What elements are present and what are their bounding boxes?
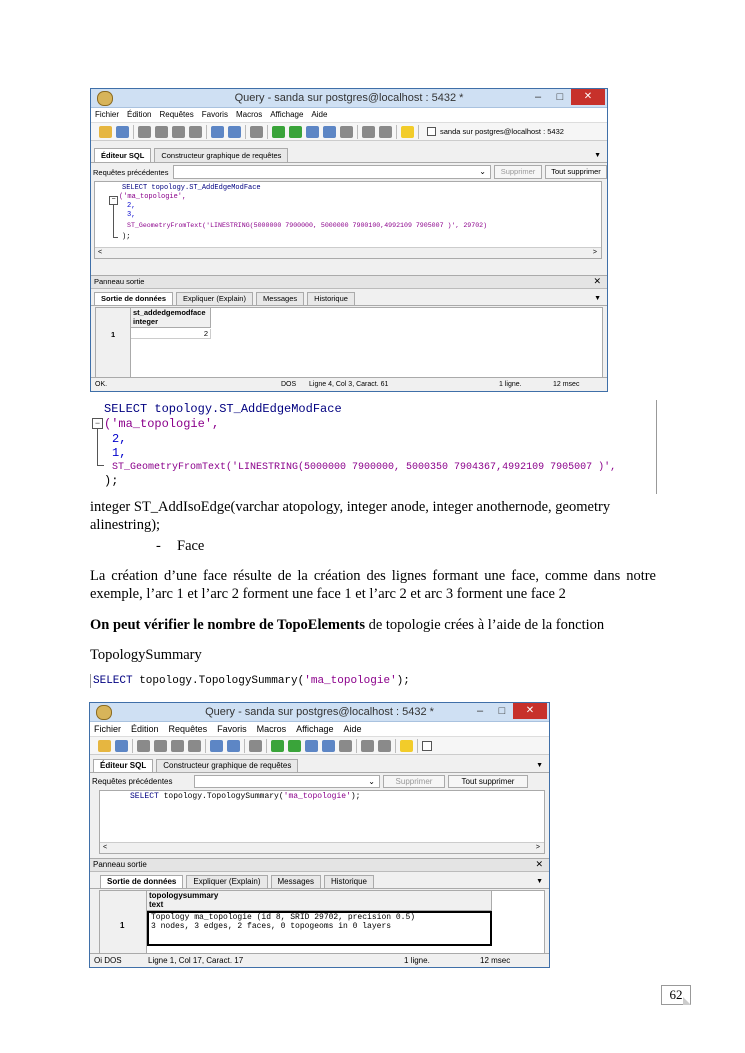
scroll-right-icon[interactable]: >	[592, 249, 597, 256]
close-button[interactable]: ✕	[513, 703, 547, 719]
cut-icon[interactable]	[137, 740, 150, 752]
scroll-left-icon[interactable]: <	[98, 249, 103, 256]
menu-fichier[interactable]: Fichier	[95, 110, 120, 119]
output-tabs	[90, 874, 549, 889]
help-icon[interactable]	[401, 126, 414, 138]
paragraph: La création d’une face résulte de la création des lignes formant une face, comme dans notre exemple, l’arc 1 et l’arc 2 forment une face 1 et l’arc 2 et arc 3 forment une face 2	[90, 568, 656, 602]
horizontal-scrollbar[interactable]	[100, 842, 544, 853]
query-window-2	[89, 702, 550, 968]
close-icon[interactable]: ✕	[593, 276, 601, 286]
redo-icon[interactable]	[227, 740, 240, 752]
copy-icon[interactable]	[154, 740, 167, 752]
tab-explain[interactable]: Expliquer (Explain)	[186, 875, 267, 888]
cut-icon[interactable]	[138, 126, 151, 138]
paste-icon[interactable]	[172, 126, 185, 138]
sql-line: 3,	[127, 211, 136, 219]
previous-queries-select[interactable]	[173, 165, 491, 179]
menu-favoris[interactable]: Favoris	[201, 110, 228, 119]
status-bar	[91, 377, 607, 391]
normal-text: de topologie crées à l’aide de la fonction	[364, 617, 605, 633]
editor-tabs	[90, 758, 549, 773]
menu-edition[interactable]: Édition	[131, 724, 159, 734]
function-name: TopologySummary	[90, 647, 202, 663]
close-icon[interactable]: ✕	[535, 859, 543, 869]
delete-all-button[interactable]: Tout supprimer	[448, 775, 528, 788]
title-bar	[91, 89, 607, 108]
toolbar	[90, 736, 549, 755]
find-icon[interactable]	[249, 740, 262, 752]
open-file-icon[interactable]	[98, 740, 111, 752]
execute-icon[interactable]	[272, 126, 285, 138]
status-time: 12 msec	[480, 956, 511, 965]
sql-line: 2,	[127, 202, 136, 210]
commit-icon[interactable]	[362, 126, 375, 138]
chevron-down-icon[interactable]: ▼	[536, 762, 543, 769]
code-line: SELECT topology.ST_AddEdgeModFace	[104, 402, 342, 416]
row-number: 1	[120, 921, 125, 930]
sql-line: ('ma_topologie',	[119, 193, 187, 201]
execute-script-icon[interactable]	[289, 126, 302, 138]
code-line: );	[104, 474, 119, 488]
undo-icon[interactable]	[210, 740, 223, 752]
toolbar	[91, 122, 607, 141]
scroll-right-icon[interactable]: >	[535, 844, 540, 851]
result-cell[interactable]: 2	[131, 329, 211, 339]
execute-icon[interactable]	[271, 740, 284, 752]
query-window-1	[90, 88, 608, 392]
sql-line: SELECT topology.ST_AddEdgeModFace	[122, 184, 261, 192]
code-line: ('ma_topologie',	[104, 417, 220, 431]
rollback-icon[interactable]	[379, 126, 392, 138]
stop-icon[interactable]	[340, 126, 353, 138]
save-icon[interactable]	[115, 740, 128, 752]
sql-line: ST_GeometryFromText('LINESTRING(5000000 7900000, 5000000 7900100,4992109 7905007 )', 29702)	[127, 222, 488, 229]
result-line: Topology ma_topologie (id 8, SRID 29702, precision 0.5)	[151, 913, 416, 922]
scroll-left-icon[interactable]: <	[103, 844, 108, 851]
sql-editor[interactable]	[94, 181, 602, 259]
menu-bar	[90, 722, 549, 736]
status-mode: DOS	[281, 381, 297, 388]
editor-tabs	[91, 147, 607, 163]
page-number: 62	[661, 985, 691, 1005]
tab-messages[interactable]: Messages	[256, 292, 304, 305]
column-name: topologysummary	[149, 891, 219, 900]
code-line: 1,	[112, 446, 127, 460]
redo-icon[interactable]	[228, 126, 241, 138]
status-bar	[90, 953, 549, 967]
menu-requetes[interactable]: Requêtes	[159, 110, 194, 119]
tab-query-builder[interactable]: Constructeur graphique de requêtes	[156, 759, 298, 772]
rollback-icon[interactable]	[378, 740, 391, 752]
status-mode: Oi DOS	[94, 956, 122, 965]
output-panel-title-bar	[91, 275, 607, 289]
status-position: Ligne 4, Col 3, Caract. 61	[309, 381, 389, 388]
title-bar	[90, 703, 549, 722]
delete-button[interactable]: Supprimer	[494, 165, 542, 179]
column-type: text	[149, 900, 164, 909]
explain-analyze-icon[interactable]	[322, 740, 335, 752]
output-panel-title: Panneau sortie	[93, 860, 147, 869]
previous-queries-label: Requêtes précédentes	[93, 167, 169, 177]
explain-icon[interactable]	[305, 740, 318, 752]
commit-icon[interactable]	[361, 740, 374, 752]
tab-messages[interactable]: Messages	[271, 875, 321, 888]
collapse-icon[interactable]: −	[109, 196, 118, 205]
menu-affichage[interactable]: Affichage	[296, 724, 334, 734]
bullet-face: Face	[177, 538, 205, 554]
code-snippet	[90, 400, 657, 494]
tab-sql-editor[interactable]: Éditeur SQL	[93, 759, 153, 772]
close-button[interactable]: ✕	[571, 89, 605, 105]
status-time: 12 msec	[553, 381, 580, 388]
summary-sentence	[90, 616, 656, 634]
tab-history[interactable]: Historique	[307, 292, 355, 305]
menu-bar	[91, 108, 607, 122]
previous-queries-select[interactable]	[194, 775, 380, 788]
status-rows: 1 ligne.	[404, 956, 430, 965]
undo-icon[interactable]	[211, 126, 224, 138]
paste-icon[interactable]	[171, 740, 184, 752]
result-cell[interactable]	[147, 911, 492, 946]
tab-data-output[interactable]: Sortie de données	[94, 292, 173, 305]
chevron-down-icon[interactable]: ▼	[594, 152, 601, 159]
minimize-button[interactable]: –	[476, 705, 484, 717]
column-type: integer	[133, 317, 159, 326]
explain-icon[interactable]	[306, 126, 319, 138]
output-panel-title: Panneau sortie	[94, 277, 145, 286]
minimize-button[interactable]: –	[534, 91, 542, 103]
tab-query-builder[interactable]: Constructeur graphique de requêtes	[154, 148, 288, 162]
column-header[interactable]	[131, 308, 211, 328]
connection-checkbox[interactable]	[427, 127, 436, 136]
clear-icon[interactable]	[189, 126, 202, 138]
menu-macros[interactable]: Macros	[256, 724, 287, 734]
column-header[interactable]	[147, 891, 492, 911]
tab-history[interactable]: Historique	[324, 875, 374, 888]
chevron-down-icon: ⌄	[479, 167, 486, 176]
sql-line: );	[122, 233, 131, 241]
window-title: Query - sanda sur postgres@localhost : 5432 *	[205, 706, 434, 718]
row-number: 1	[111, 330, 116, 339]
menu-requetes[interactable]: Requêtes	[168, 724, 208, 734]
delete-all-button[interactable]: Tout supprimer	[545, 165, 607, 179]
clear-icon[interactable]	[188, 740, 201, 752]
code-line: ST_GeometryFromText('LINESTRING(5000000 7900000, 5000350 7904367,4992109 7905007 )',	[112, 462, 617, 473]
maximize-button[interactable]: □	[498, 705, 506, 717]
menu-edition[interactable]: Édition	[127, 110, 152, 119]
status-rows: 1 ligne.	[499, 381, 522, 388]
previous-queries-row	[90, 773, 549, 790]
bold-text: On peut vérifier le nombre de TopoElements	[90, 617, 365, 633]
horizontal-scrollbar[interactable]	[95, 247, 601, 258]
find-icon[interactable]	[250, 126, 263, 138]
menu-aide[interactable]: Aide	[311, 110, 328, 119]
help-icon[interactable]	[400, 740, 413, 752]
output-tabs	[91, 291, 607, 306]
code-line-summary: SELECT topology.TopologySummary('ma_topologie');	[90, 674, 410, 688]
copy-icon[interactable]	[155, 126, 168, 138]
sql-line: SELECT topology.TopologySummary('ma_topologie');	[130, 792, 361, 801]
tab-sql-editor[interactable]: Éditeur SQL	[94, 148, 151, 162]
menu-aide[interactable]: Aide	[343, 724, 362, 734]
menu-favoris[interactable]: Favoris	[217, 724, 247, 734]
output-panel-title-bar	[90, 858, 549, 872]
connection-label: sanda sur postgres@localhost : 5432	[440, 127, 564, 136]
menu-macros[interactable]: Macros	[235, 110, 263, 119]
status-position: Ligne 1, Col 17, Caract. 17	[148, 956, 244, 965]
result-line: 3 nodes, 3 edges, 2 faces, 0 topogeoms in 0 layers	[151, 922, 392, 931]
previous-queries-label: Requêtes précédentes	[92, 777, 173, 786]
bullet-dash: -	[156, 538, 161, 554]
menu-fichier[interactable]: Fichier	[94, 724, 122, 734]
previous-queries-row	[91, 163, 607, 181]
collapse-icon: −	[92, 418, 103, 429]
maximize-button[interactable]: □	[556, 91, 564, 103]
connection-checkbox[interactable]	[422, 741, 432, 751]
stop-icon[interactable]	[339, 740, 352, 752]
tab-data-output[interactable]: Sortie de données	[100, 875, 183, 888]
chevron-down-icon: ⌄	[368, 777, 375, 786]
open-file-icon[interactable]	[99, 126, 112, 138]
delete-button[interactable]: Supprimer	[383, 775, 445, 788]
tab-explain[interactable]: Expliquer (Explain)	[176, 292, 253, 305]
function-signature: integer ST_AddIsoEdge(varchar atopology, integer anode, integer anothernode, geometry alinestring);	[90, 499, 611, 533]
explain-analyze-icon[interactable]	[323, 126, 336, 138]
chevron-down-icon[interactable]: ▼	[536, 878, 543, 885]
column-name: st_addedgemodface	[133, 308, 206, 317]
chevron-down-icon[interactable]: ▼	[594, 295, 601, 302]
sql-editor[interactable]	[99, 790, 545, 854]
execute-script-icon[interactable]	[288, 740, 301, 752]
code-line: 2,	[112, 432, 127, 446]
results-grid	[95, 307, 603, 382]
menu-affichage[interactable]: Affichage	[270, 110, 304, 119]
status-state: OK.	[95, 381, 108, 388]
window-title: Query - sanda sur postgres@localhost : 5432 *	[234, 92, 464, 104]
save-icon[interactable]	[116, 126, 129, 138]
